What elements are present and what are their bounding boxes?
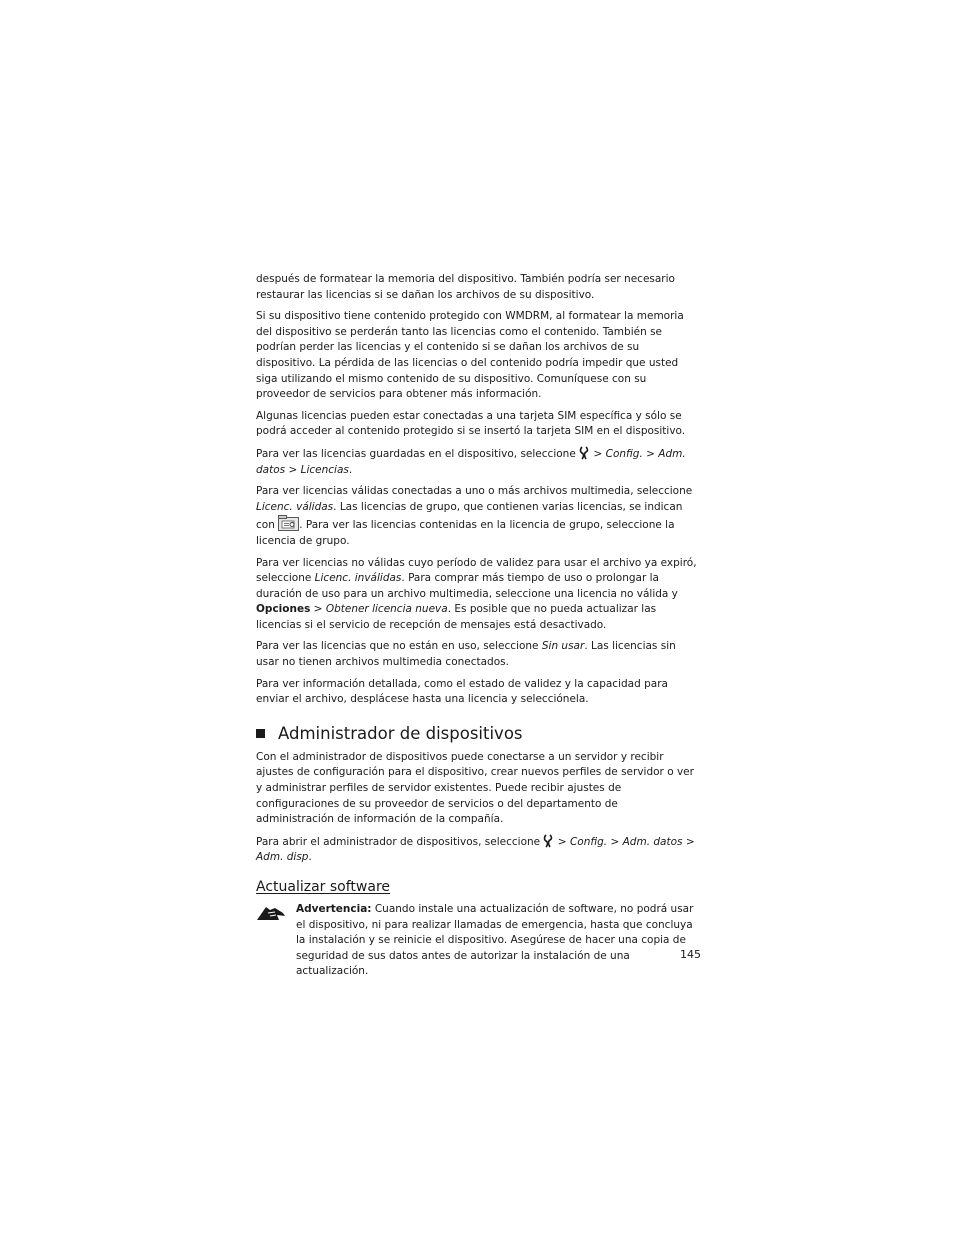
paragraph-invalid-licenses: Para ver licencias no válidas cuyo período de validez para usar el archivo ya expiró, seleccione Licenc. inválidas. Para comprar más tiempo de uso o prolongar la duración de uso para un archivo multimedia, seleccione una licencia no válida y Opciones > Obtener licencia nueva. Es posible que no pueda actualizar las licencias si el servicio de recepción de mensajes está desactivado. [256, 556, 697, 631]
paragraph-wmdrm: Si su dispositivo tiene contenido protegido con WMDRM, al formatear la memoria del dispositivo se perderán tanto las licencias como el contenido. También se podrían perder las licencias y el contenido si se dañan los archivos de su dispositivo. La pérdida de las licencias o del contenido podría impedir que usted siga utilizando el mismo contenido de su dispositivo. Comuníquese con su proveedor de servicios para obtener más información. [256, 310, 684, 401]
warning-text: Advertencia: Cuando instale una actualización de software, no podrá usar el dispositivo, ni para realizar llamadas de emergencia, hasta que concluya la instalación y se reinicie el dispositivo. Asegúrese de hacer una copia de seguridad de sus datos antes de autorizar la instalación de una actualización. [296, 903, 694, 978]
section-bullet-icon [256, 729, 265, 738]
menu-key-icon [579, 446, 590, 460]
section-heading-text: Administrador de dispositivos [278, 723, 523, 743]
page-content [256, 272, 701, 986]
paragraph-valid-licenses: Para ver licencias válidas conectadas a uno o más archivos multimedia, seleccione Licenc. válidas. Las licencias de grupo, que contienen varias licencias, se indican con . Para ver las licencias contenidas en la licencia de grupo, seleccione la licencia de grupo. [256, 485, 693, 547]
group-license-icon [278, 515, 299, 531]
paragraph-sim-licenses: Algunas licencias pueden estar conectadas a una tarjeta SIM específica y sólo se podrá acceder al contenido protegido si se insertó la tarjeta SIM en el dispositivo. [256, 409, 686, 438]
subsection-heading: Actualizar software [256, 879, 391, 895]
page-number: 145 [680, 948, 701, 961]
paragraph-open-device-manager: Para abrir el administrador de dispositivos, seleccione > Config. > Adm. datos > Adm. disp. [256, 835, 695, 864]
menu-key-icon [543, 834, 554, 848]
section-heading [256, 724, 698, 744]
warning-block [256, 902, 701, 986]
paragraph-device-manager: Con el administrador de dispositivos puede conectarse a un servidor y recibir ajustes de configuración para el dispositivo, crear nuevos perfiles de servidor o ver y administrar perfiles de servidor existentes. Puede recibir ajustes de configuraciones de su proveedor de servicios o del departamento de administración de información de la compañía. [256, 750, 694, 826]
paragraph-view-licenses: Para ver las licencias guardadas en el dispositivo, seleccione > Config. > Adm. datos > Licencias. [256, 447, 686, 476]
paragraph-license-details: Para ver información detallada, como el estado de validez y la capacidad para enviar el archivo, desplácese hasta una licencia y selecciónela. [256, 677, 668, 706]
paragraph-unused-licenses: Para ver las licencias que no están en uso, seleccione Sin usar. Las licencias sin usar no tienen archivos multimedia conectados. [256, 640, 676, 669]
paragraph-license-restore: después de formatear la memoria del dispositivo. También podría ser necesario restaurar las licencias si se dañan los archivos de su dispositivo. [256, 273, 675, 301]
warning-hand-icon [256, 904, 286, 922]
